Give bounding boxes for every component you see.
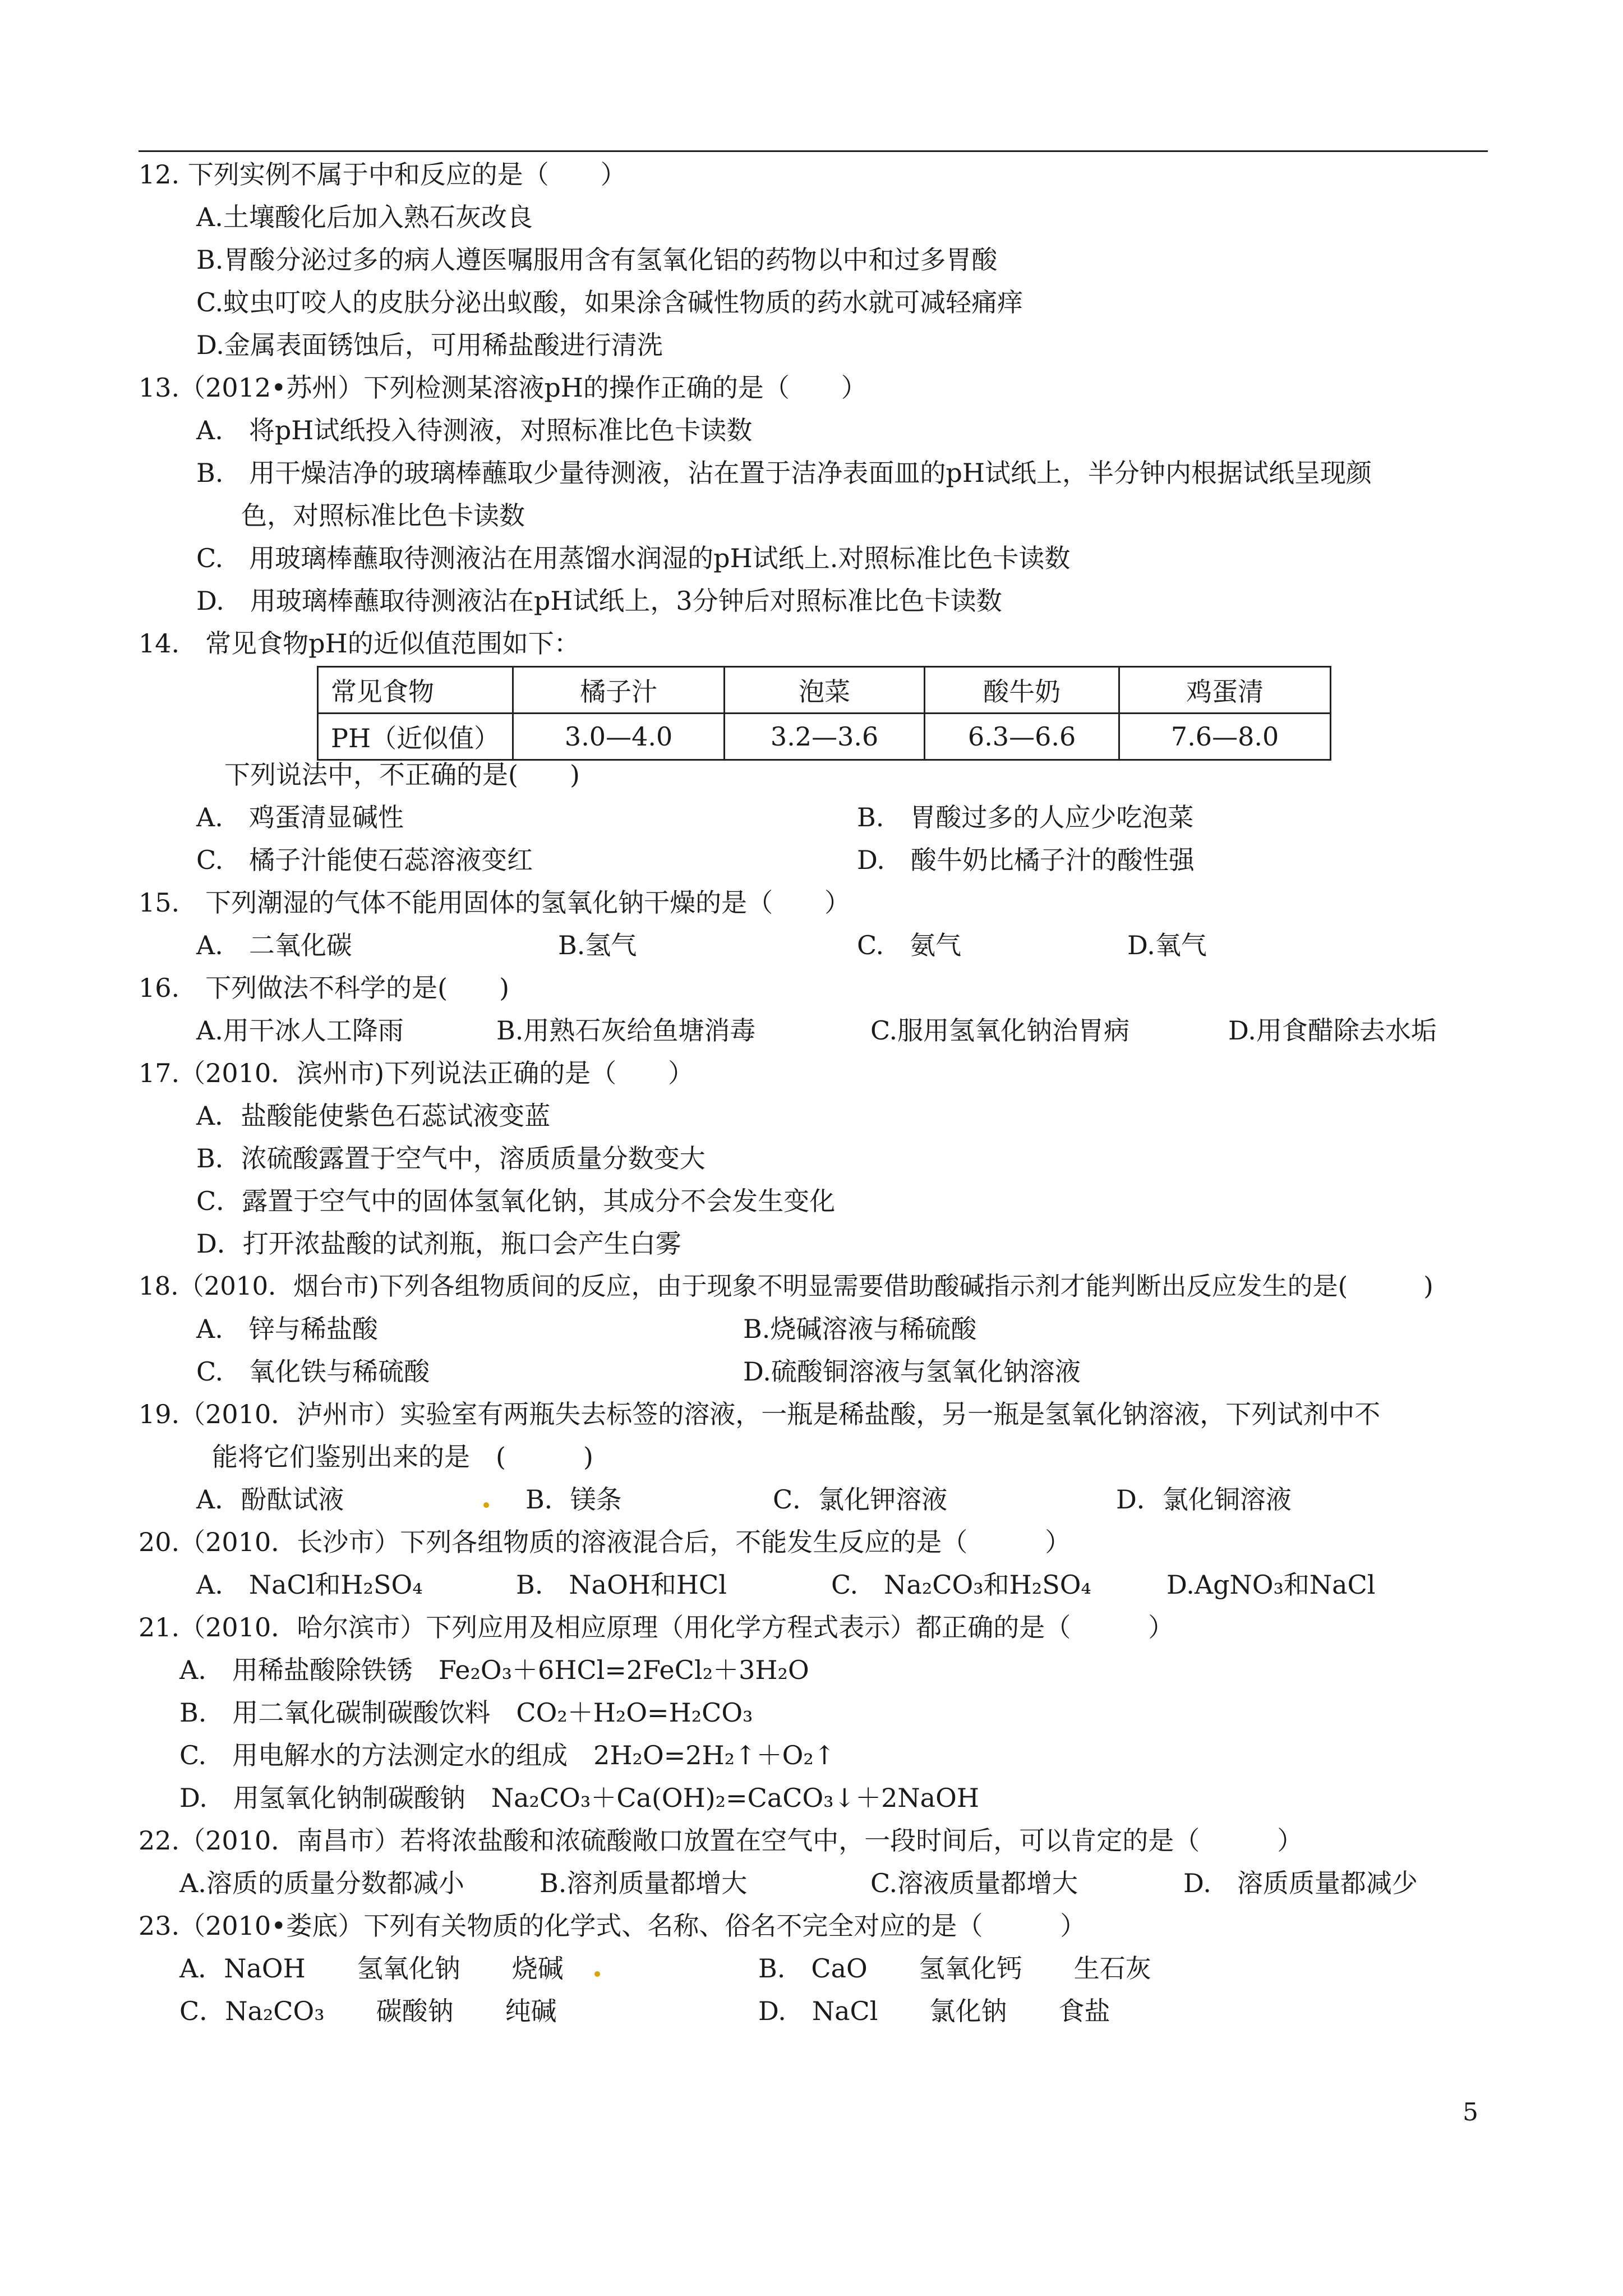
q19-stem-line2: 能将它们鉴别出来的是 ( ) (212, 1442, 593, 1472)
q13-option-b-line2: 色，对照标准比色卡读数 (241, 500, 525, 531)
q13-option-a: A. 将pH试纸投入待测液，对照标准比色卡读数 (196, 415, 753, 445)
ph-table-cell: 7.6—8.0 (1119, 714, 1331, 760)
q18-option-a: A. 锌与稀盐酸 (196, 1314, 378, 1344)
q20-option-a: A. NaCl和H₂SO₄ (196, 1570, 423, 1600)
q14-stem: 14. 常见食物pH的近似值范围如下： (139, 628, 580, 659)
ph-table-cell: PH（近似值） (318, 714, 513, 760)
q20-option-b: B. NaOH和HCl (516, 1570, 727, 1600)
ph-table-header-row (318, 667, 1331, 714)
q18-option-d: D.硫酸铜溶液与氢氧化钠溶液 (743, 1356, 1081, 1387)
ph-table-cell: 酸牛奶 (925, 667, 1119, 714)
stray-dot-mark (483, 1502, 489, 1508)
q23-option-b: B. CaO 氢氧化钙 生石灰 (758, 1953, 1151, 1984)
q23-option-c: C．Na₂CO₃ 碳酸钠 纯碱 (179, 1996, 557, 2026)
q23-option-d: D. NaCl 氯化钠 食盐 (758, 1996, 1110, 2026)
q21-option-d: D. 用氢氧化钠制碳酸钠 Na₂CO₃＋Ca(OH)₂=CaCO₃↓＋2NaOH (179, 1783, 979, 1813)
q21-option-a: A. 用稀盐酸除铁锈 Fe₂O₃＋6HCl=2FeCl₂＋3H₂O (179, 1655, 809, 1685)
ph-table-value-row (318, 714, 1331, 760)
ph-table-cell: 6.3—6.6 (925, 714, 1119, 760)
q16-option-b: B.用熟石灰给鱼塘消毒 (496, 1015, 756, 1046)
q17-option-d: D．打开浓盐酸的试剂瓶，瓶口会产生白雾 (196, 1228, 681, 1259)
q13-option-d: D. 用玻璃棒蘸取待测液沾在pH试纸上，3分钟后对照标准比色卡读数 (196, 586, 1002, 616)
q19-option-b: B．镁条 (525, 1484, 622, 1515)
q23-option-a: A．NaOH 氢氧化钠 烧碱 (179, 1953, 564, 1984)
q18-option-b: B.烧碱溶液与稀硫酸 (743, 1314, 977, 1344)
q22-stem: 22.（2010．南昌市）若将浓盐酸和浓硫酸敞口放置在空气中，一段时间后，可以肯定的是（ ） (139, 1825, 1303, 1856)
q12-stem: 12. 下列实例不属于中和反应的是（ ） (139, 159, 626, 190)
q14-sub-stem: 下列说法中，不正确的是( ) (224, 760, 580, 790)
q19-option-d: D．氯化铜溶液 (1116, 1484, 1292, 1515)
q18-option-c: C. 氧化铁与稀硫酸 (196, 1356, 430, 1387)
ph-table-cell: 3.2—3.6 (725, 714, 925, 760)
q17-stem: 17.（2010．滨州市)下列说法正确的是（ ） (139, 1058, 694, 1088)
q17-option-c: C．露置于空气中的固体氢氧化钠，其成分不会发生变化 (196, 1186, 836, 1216)
q16-stem: 16. 下列做法不科学的是( ) (139, 973, 510, 1003)
stray-dot-mark (594, 1971, 600, 1977)
q15-option-d: D.氧气 (1127, 930, 1207, 960)
q22-option-c: C.溶液质量都增大 (870, 1868, 1078, 1898)
q12-option-c: C.蚊虫叮咬人的皮肤分泌出蚁酸，如果涂含碱性物质的药水就可减轻痛痒 (196, 287, 1023, 318)
q23-stem: 23.（2010•娄底）下列有关物质的化学式、名称、俗名不完全对应的是（ ） (139, 1911, 1086, 1941)
page-number: 5 (1463, 2098, 1478, 2127)
q21-option-c: C. 用电解水的方法测定水的组成 2H₂O=2H₂↑＋O₂↑ (179, 1740, 836, 1770)
q21-stem: 21.（2010．哈尔滨市）下列应用及相应原理（用化学方程式表示）都正确的是（ ） (139, 1612, 1174, 1642)
q20-stem: 20.（2010．长沙市）下列各组物质的溶液混合后，不能发生反应的是（ ） (139, 1527, 1071, 1557)
q22-option-a: A.溶质的质量分数都减小 (179, 1868, 464, 1898)
q12-option-a: A.土壤酸化后加入熟石灰改良 (196, 202, 533, 232)
q16-option-a: A.用干冰人工降雨 (196, 1015, 404, 1046)
q17-option-b: B．浓硫酸露置于空气中，溶质质量分数变大 (196, 1143, 706, 1174)
q16-option-d: D.用食醋除去水垢 (1228, 1015, 1437, 1046)
q17-option-a: A．盐酸能使紫色石蕊试液变蓝 (196, 1101, 551, 1131)
header-rule (139, 150, 1488, 152)
q19-option-c: C．氯化钾溶液 (773, 1484, 948, 1515)
q19-stem-line1: 19.（2010．泸州市）实验室有两瓶失去标签的溶液，一瓶是稀盐酸，另一瓶是氢氧化钠溶液，下列试剂中不 (139, 1399, 1381, 1429)
q15-option-c: C. 氨气 (857, 930, 962, 960)
q19-option-a: A．酚酞试液 (196, 1484, 344, 1515)
q13-option-b-line1: B. 用干燥洁净的玻璃棒蘸取少量待测液，沾在置于洁净表面皿的pH试纸上，半分钟内根据试纸呈现颜 (196, 458, 1372, 488)
q20-option-d: D.AgNO₃和NaCl (1166, 1570, 1376, 1600)
q15-stem: 15. 下列潮湿的气体不能用固体的氢氧化钠干燥的是（ ） (139, 887, 851, 918)
q14-option-b: B. 胃酸过多的人应少吃泡菜 (857, 802, 1194, 832)
q14-option-d: D. 酸牛奶比橘子汁的酸性强 (857, 845, 1195, 875)
ph-table (317, 666, 1331, 761)
q15-option-b: B.氢气 (558, 930, 637, 960)
q12-option-d: D.金属表面锈蚀后，可用稀盐酸进行清洗 (196, 330, 663, 360)
ph-table-cell: 鸡蛋清 (1119, 667, 1331, 714)
q22-option-b: B.溶剂质量都增大 (540, 1868, 748, 1898)
q13-option-c: C. 用玻璃棒蘸取待测液沾在用蒸馏水润湿的pH试纸上.对照标准比色卡读数 (196, 543, 1071, 573)
q18-stem: 18.（2010．烟台市)下列各组物质间的反应，由于现象不明显需要借助酸碱指示剂才能判断出反应发生的是( ) (139, 1271, 1433, 1301)
ph-table-cell: 常见食物 (318, 667, 513, 714)
q13-stem: 13.（2012•苏州）下列检测某溶液pH的操作正确的是（ ） (139, 372, 867, 403)
q15-option-a: A. 二氧化碳 (196, 930, 352, 960)
q14-option-a: A. 鸡蛋清显碱性 (196, 802, 404, 832)
q21-option-b: B. 用二氧化碳制碳酸饮料 CO₂＋H₂O=H₂CO₃ (179, 1697, 753, 1728)
q22-option-d: D. 溶质质量都减少 (1183, 1868, 1418, 1898)
q12-option-b: B.胃酸分泌过多的病人遵医嘱服用含有氢氧化铝的药物以中和过多胃酸 (196, 245, 998, 275)
q14-option-c: C. 橘子汁能使石蕊溶液变红 (196, 845, 533, 875)
q16-option-c: C.服用氢氧化钠治胃病 (870, 1015, 1130, 1046)
ph-table-cell: 3.0—4.0 (513, 714, 725, 760)
q20-option-c: C. Na₂CO₃和H₂SO₄ (831, 1570, 1091, 1600)
ph-table-cell: 泡菜 (725, 667, 925, 714)
ph-table-cell: 橘子汁 (513, 667, 725, 714)
